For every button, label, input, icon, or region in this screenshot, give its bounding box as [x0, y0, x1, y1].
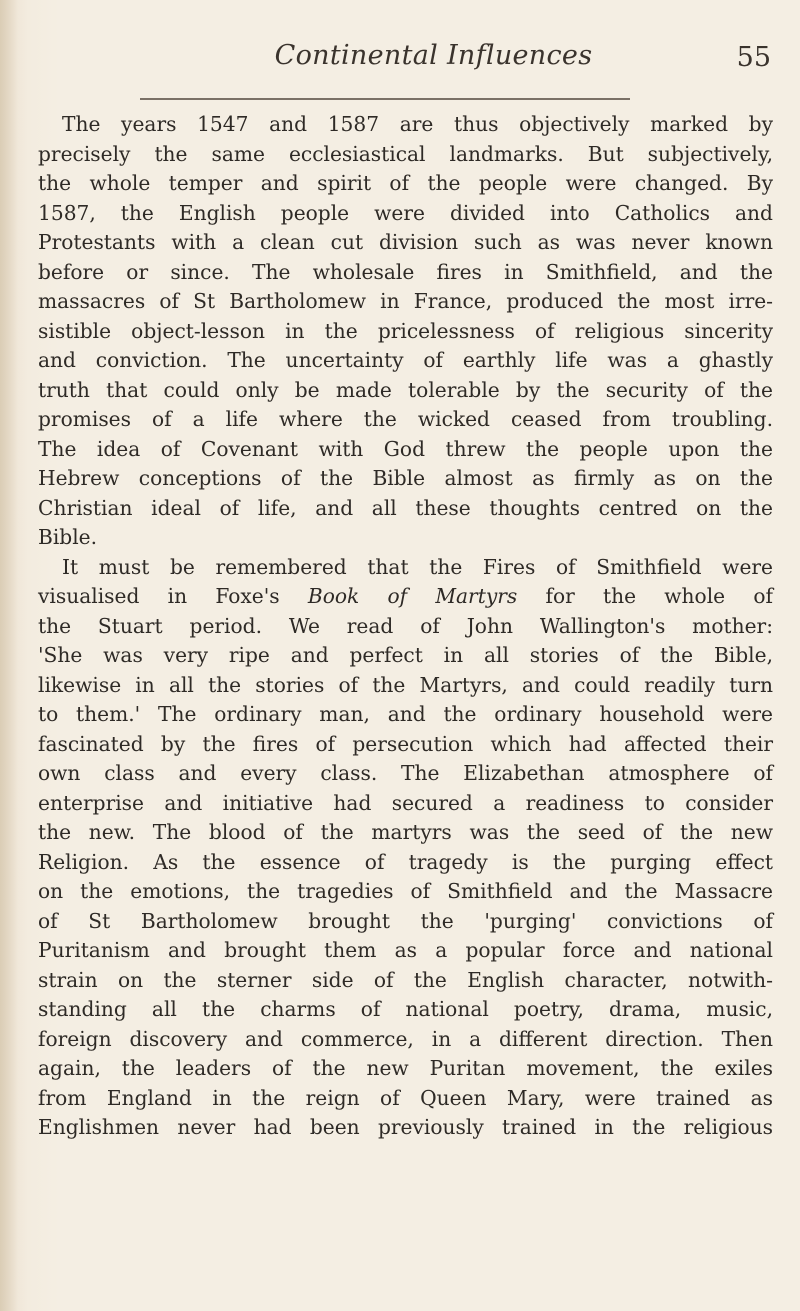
text-line: the whole temper and spirit of the people were changed. By — [38, 171, 773, 195]
text-line: Englishmen never had been previously trained in the religious — [38, 1115, 773, 1139]
text-line: 1587, the English people were divided into Catholics and — [38, 200, 773, 225]
text-line: again, the leaders of the new Puritan movement, the exiles — [38, 1056, 773, 1080]
body-text — [38, 110, 773, 1143]
text-line: Religion. As the essence of tragedy is the purging effect — [38, 849, 773, 874]
text-line: Puritanism and brought them as a popular force and national — [38, 938, 773, 962]
text-line: Christian ideal of life, and all these thoughts centred on the — [38, 495, 773, 520]
text-line: enterprise and initiative had secured a readiness to consider — [38, 790, 773, 815]
text-line: foreign discovery and commerce, in a different direction. Then — [38, 1026, 773, 1051]
text-line: standing all the charms of national poetry, drama, music, — [38, 997, 773, 1021]
text-line: own class and every class. The Elizabethan atmosphere of — [38, 761, 773, 785]
header-rule — [140, 98, 630, 100]
text-line: The years 1547 and 1587 are thus objectively marked by — [62, 112, 773, 136]
text-line: It must be remembered that the Fires of Smithfield were — [62, 554, 773, 579]
running-head — [96, 40, 771, 80]
text-line: promises of a life where the wicked ceased from troubling. — [38, 407, 773, 431]
text-line: truth that could only be made tolerable by the security of the — [38, 377, 773, 402]
text-line: strain on the sterner side of the English character, notwith- — [38, 967, 773, 992]
text-line: precisely the same ecclesiastical landmarks. But subjectively, — [38, 141, 773, 166]
paragraph-1 — [38, 110, 773, 553]
text-line: from England in the reign of Queen Mary, were trained as — [38, 1085, 773, 1110]
text-line: 'She was very ripe and perfect in all stories of the Bible, — [38, 643, 773, 667]
text-line: The idea of Covenant with God threw the people upon the — [38, 436, 773, 461]
text-line: Protestants with a clean cut division such as was never known — [38, 230, 773, 254]
text-line: sistible object-lesson in the pricelessness of religious sincerity — [38, 318, 773, 343]
text-line: the new. The blood of the martyrs was the seed of the new — [38, 820, 773, 844]
text-fragment: for the whole of — [517, 584, 773, 608]
page-number: 55 — [736, 42, 771, 73]
book-title: Book of Martyrs — [307, 584, 518, 608]
text-line: and conviction. The uncertainty of earthly life was a ghastly — [38, 348, 773, 372]
text-line: Hebrew conceptions of the Bible almost as firmly as on the — [38, 466, 773, 490]
text-line: to them.' The ordinary man, and the ordinary household were — [38, 702, 773, 726]
paragraph-2 — [38, 553, 773, 1143]
text-fragment: visualised in Foxe's — [38, 584, 308, 608]
text-line: Bible. — [38, 525, 98, 549]
text-line: on the emotions, the tragedies of Smithfield and the Massacre — [38, 879, 773, 903]
text-line: massacres of St Bartholomew in France, produced the most irre- — [38, 289, 773, 313]
text-line: before or since. The wholesale fires in Smithfield, and the — [38, 259, 773, 284]
page-gutter-shadow — [0, 0, 18, 1311]
text-line: the Stuart period. We read of John Wallington's mother: — [38, 613, 773, 638]
text-line: fascinated by the fires of persecution which had affected their — [38, 731, 773, 756]
text-line: likewise in all the stories of the Martyrs, and could readily turn — [38, 672, 773, 697]
running-title: Continental Influences — [274, 40, 593, 71]
text-line: of St Bartholomew brought the 'purging' convictions of — [38, 908, 773, 933]
text-line-with-title — [38, 582, 773, 612]
